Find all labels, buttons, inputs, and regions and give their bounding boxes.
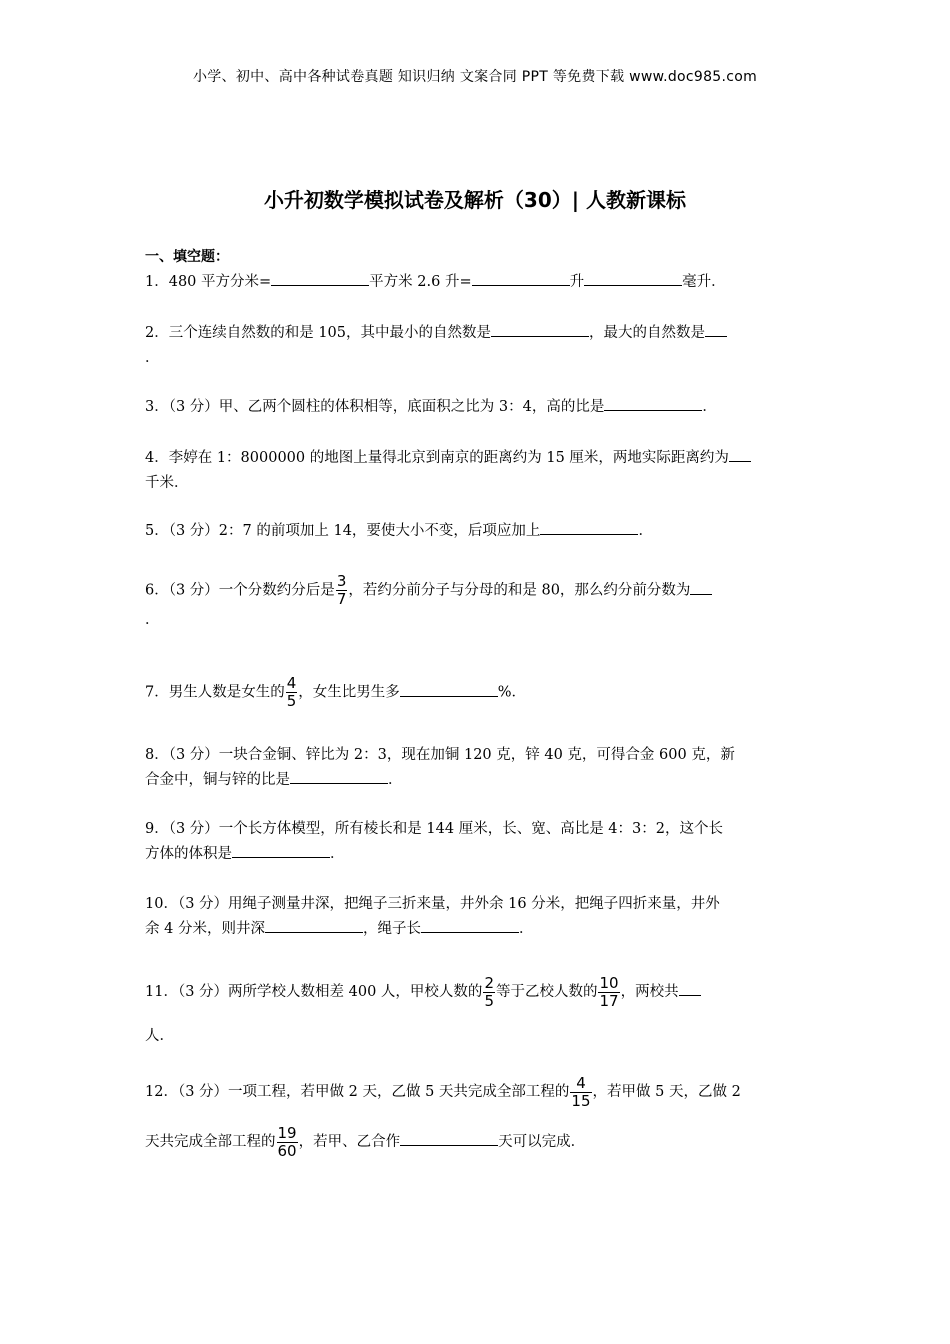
question-4: 4．李婷在 1：8000000 的地图上量得北京到南京的距离约为 15 厘米，两地实际距离约为 千米． (145, 446, 810, 496)
fraction: $\frac{10}{17}$ (599, 973, 619, 1010)
answer-blank[interactable] (604, 395, 702, 411)
question-2: 2．三个连续自然数的和是 105，其中最小的自然数是 ，最大的自然数是 ． (145, 321, 810, 371)
answer-blank[interactable] (472, 270, 570, 286)
fraction: $\frac{19}{60}$ (277, 1123, 297, 1160)
question-10: 10．（3 分）用绳子测量井深，把绳子三折来量，井外余 16 分米，把绳子四折来量，井外 余 4 分米，则井深 ，绳子长 ． (145, 896, 720, 937)
fraction: $\frac{4}{5}$ (286, 674, 297, 710)
answer-blank[interactable] (690, 579, 712, 595)
answer-blank[interactable] (421, 917, 519, 933)
header-note: 小学、初中、高中各种试卷真题 知识归纳 文案合同 PPT 等免费下载 www.doc985.com (192, 69, 758, 85)
question-1: 1．480 平方分米= 平方米 2.6 升= 升 毫升． (145, 270, 810, 295)
fraction: $\frac{2}{5}$ (484, 973, 494, 1010)
question-12: 12．（3 分）一项工程，若甲做 2 天，乙做 5 天共完成全部工程的 $\frac{4}{15}$ ，若甲做 5 天，乙做 2 天共完成全部工程的 $\frac{19}{60}$ ，若甲、乙合作 天可以完成． (145, 1073, 741, 1160)
fraction: $\frac{3}{7}$ (336, 572, 347, 608)
answer-blank[interactable] (265, 917, 363, 933)
question-6: 6．（3 分）一个分数约分后是 $\frac{3}{7}$ ，若约分前分子与分母的和是 80，那么约分前分数为 ． (145, 573, 810, 633)
answer-blank[interactable] (584, 270, 682, 286)
question-11: 11．（3 分）两所学校人数相差 400 人，甲校人数的 $\frac{2}{5}$ 等于乙校人数的 $\frac{10}{17}$ ，两校共 人． (145, 970, 810, 1058)
answer-blank[interactable] (400, 1130, 498, 1146)
answer-blank[interactable] (400, 681, 498, 697)
answer-blank[interactable] (540, 519, 638, 535)
answer-blank[interactable] (271, 270, 369, 286)
answer-blank[interactable] (705, 321, 727, 337)
answer-blank[interactable] (679, 980, 701, 996)
answer-blank[interactable] (232, 842, 330, 858)
section-heading: 一、填空题： (145, 249, 229, 265)
question-7: 7．男生人数是女生的 $\frac{4}{5}$ ，女生比男生多 %． (145, 674, 527, 710)
fraction: $\frac{4}{15}$ (571, 1073, 591, 1110)
answer-blank[interactable] (290, 768, 388, 784)
page-title: 小升初数学模拟试卷及解析（30）| 人教新课标 (263, 188, 687, 212)
question-8: 8．（3 分）一块合金铜、锌比为 2：3，现在加铜 120 克，锌 40 克，可得合金 600 克，新 合金中，铜与锌的比是 ． (145, 747, 735, 788)
question-9: 9．（3 分）一个长方体模型，所有棱长和是 144 厘米，长、宽、高比是 4：3：2，这个长 方体的体积是 ． (145, 821, 723, 862)
answer-blank[interactable] (729, 446, 751, 462)
answer-blank[interactable] (491, 321, 589, 337)
question-3: 3．（3 分）甲、乙两个圆柱的体积相等，底面积之比为 3：4，高的比是 ． (145, 395, 810, 420)
question-5: 5．（3 分）2：7 的前项加上 14，要使大小不变，后项应加上 ． (145, 519, 810, 544)
